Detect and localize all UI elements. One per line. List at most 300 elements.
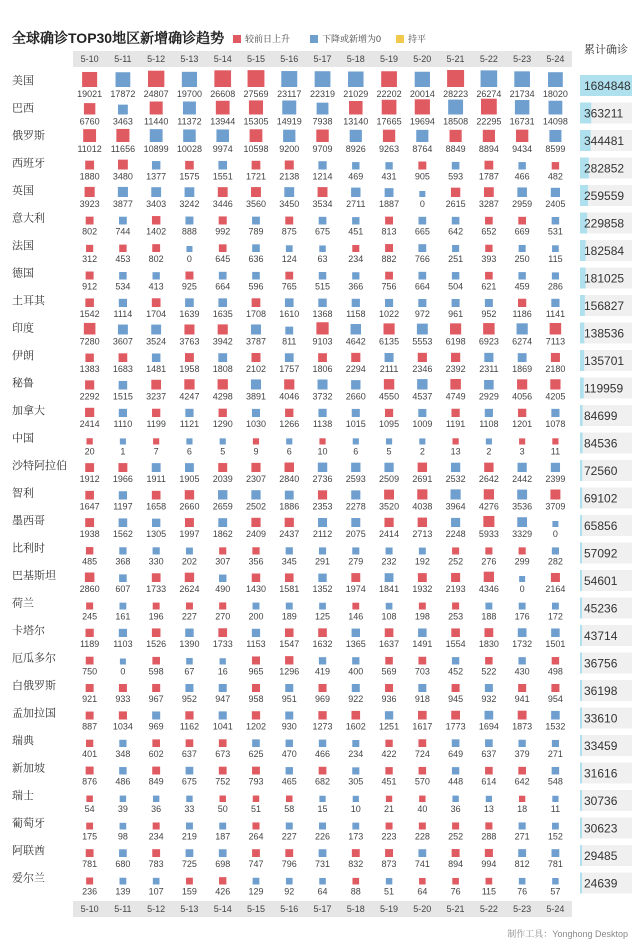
daily-square <box>319 603 326 610</box>
cumulative-value: 282852 <box>584 161 625 176</box>
daily-square <box>552 272 559 279</box>
daily-square <box>286 767 293 774</box>
daily-square <box>186 658 193 665</box>
daily-square <box>219 409 227 417</box>
daily-value-label: 752 <box>215 776 231 787</box>
daily-square <box>484 628 493 637</box>
daily-square <box>551 409 559 417</box>
daily-square <box>318 628 327 637</box>
daily-square <box>452 602 459 609</box>
daily-value-label: 1365 <box>345 639 366 649</box>
daily-value-label: 305 <box>348 776 364 787</box>
daily-square <box>351 573 360 582</box>
daily-square <box>286 878 293 885</box>
daily-square <box>118 160 128 170</box>
daily-value-label: 1841 <box>379 584 400 594</box>
daily-square <box>85 572 95 582</box>
date-label: 5-19 <box>380 904 399 914</box>
daily-value-label: 219 <box>181 831 197 842</box>
daily-value-label: 4346 <box>478 584 499 594</box>
daily-square <box>285 272 293 280</box>
daily-square <box>220 658 226 664</box>
daily-square <box>86 849 94 857</box>
daily-square <box>119 518 128 527</box>
cumulative-value: 57092 <box>584 546 618 561</box>
daily-value-label: 115 <box>548 254 563 264</box>
daily-square <box>552 162 559 169</box>
daily-value-label: 932 <box>481 694 497 704</box>
date-label: 5-23 <box>513 54 532 64</box>
daily-square <box>352 684 360 692</box>
daily-square <box>549 130 561 142</box>
daily-value-label: 2642 <box>478 474 499 484</box>
date-label: 5-11 <box>114 54 132 64</box>
daily-value-label: 569 <box>381 666 397 677</box>
daily-value-label: 1575 <box>179 171 200 182</box>
cumulative-bar <box>580 515 582 536</box>
daily-square <box>318 574 326 582</box>
daily-square <box>452 438 458 444</box>
daily-value-label: 849 <box>148 776 164 787</box>
date-label: 5-12 <box>147 904 166 914</box>
daily-square <box>252 849 260 857</box>
daily-value-label: 11 <box>550 804 561 814</box>
daily-square <box>119 353 128 362</box>
daily-value-label: 10598 <box>243 144 269 154</box>
daily-square <box>219 877 226 884</box>
cumulative-value: 30623 <box>584 821 618 836</box>
daily-square <box>518 767 526 775</box>
daily-square <box>218 187 228 197</box>
daily-square <box>185 217 193 225</box>
daily-value-label: 3242 <box>179 199 200 209</box>
daily-value-label: 27569 <box>243 89 269 99</box>
daily-square <box>485 272 493 280</box>
date-label: 5-24 <box>546 904 565 914</box>
daily-square <box>418 162 426 170</box>
cumulative-value: 33459 <box>584 739 618 753</box>
daily-value-label: 675 <box>315 226 331 237</box>
daily-value-label: 11012 <box>77 144 102 154</box>
daily-value-label: 3450 <box>279 199 300 209</box>
daily-square <box>550 323 562 335</box>
daily-square <box>551 463 560 472</box>
daily-value-label: 905 <box>414 171 430 182</box>
daily-value-label: 1526 <box>146 639 167 649</box>
daily-square <box>552 547 559 554</box>
daily-square <box>386 823 393 830</box>
daily-square <box>185 272 193 280</box>
daily-square <box>418 573 427 582</box>
daily-square <box>451 463 460 472</box>
daily-value-label: 188 <box>481 611 497 622</box>
daily-square <box>153 547 160 554</box>
daily-square <box>382 100 397 115</box>
region-label: 俄罗斯 <box>12 130 45 142</box>
cumulative-value: 84699 <box>584 409 618 423</box>
daily-value-label: 21029 <box>343 89 369 99</box>
daily-square <box>249 100 263 114</box>
region-label: 阿联酋 <box>12 845 45 857</box>
daily-value-label: 1030 <box>245 419 267 429</box>
daily-value-label: 741 <box>414 859 430 869</box>
daily-value-label: 802 <box>82 226 98 237</box>
daily-square <box>84 323 96 335</box>
daily-value-label: 1532 <box>545 721 566 732</box>
daily-value-label: 2660 <box>179 501 200 512</box>
daily-square <box>353 438 359 444</box>
daily-value-label: 18 <box>517 804 528 814</box>
daily-square <box>419 796 425 802</box>
daily-value-label: 1141 <box>545 309 566 319</box>
daily-value-label: 400 <box>348 666 364 677</box>
daily-square <box>385 740 392 747</box>
daily-value-label: 498 <box>547 666 563 677</box>
daily-square <box>214 70 231 87</box>
daily-square <box>283 130 295 142</box>
daily-square <box>351 518 360 527</box>
date-label: 5-23 <box>513 904 532 914</box>
region-label: 智利 <box>12 487 34 500</box>
daily-value-label: 1266 <box>279 419 300 429</box>
daily-square <box>184 324 194 334</box>
daily-value-label: 2414 <box>79 419 100 429</box>
daily-value-label: 596 <box>248 281 264 292</box>
daily-square <box>85 408 94 417</box>
daily-square <box>519 576 525 582</box>
daily-square <box>152 711 160 719</box>
daily-square <box>86 877 93 884</box>
region-label: 巴基斯坦 <box>12 570 56 582</box>
daily-square <box>86 629 94 637</box>
daily-value-label: 33 <box>184 804 195 814</box>
daily-value-label: 345 <box>281 556 297 567</box>
daily-square <box>385 217 393 225</box>
daily-value-label: 251 <box>448 254 464 264</box>
daily-value-label: 58 <box>284 804 295 814</box>
daily-value-label: 2180 <box>545 364 566 374</box>
daily-square <box>252 409 260 417</box>
daily-value-label: 1199 <box>146 419 166 429</box>
daily-value-label: 2409 <box>245 529 267 539</box>
cumulative-value: 43714 <box>584 629 618 643</box>
daily-square <box>120 659 126 665</box>
daily-square <box>418 518 427 527</box>
daily-square <box>352 217 359 224</box>
daily-square <box>484 463 493 472</box>
daily-value-label: 1103 <box>113 639 133 649</box>
daily-square <box>82 72 97 87</box>
daily-square <box>119 629 127 637</box>
daily-square <box>516 130 528 142</box>
cumulative-value: 119959 <box>584 381 624 396</box>
daily-value-label: 452 <box>448 666 464 677</box>
region-label: 荷兰 <box>12 597 34 610</box>
daily-value-label: 3237 <box>146 391 167 402</box>
date-label: 5-14 <box>213 54 232 64</box>
daily-square <box>352 162 359 169</box>
daily-value-label: 1610 <box>279 309 300 319</box>
daily-value-label: 252 <box>448 556 464 567</box>
daily-value-label: 2 <box>486 446 492 457</box>
daily-value-label: 2278 <box>345 501 366 512</box>
daily-value-label: 534 <box>115 281 131 292</box>
footer-credit: 制作工具：Yonghong Desktop <box>507 929 628 939</box>
daily-square <box>153 438 159 444</box>
daily-value-label: 3536 <box>512 501 533 512</box>
daily-value-label: 198 <box>414 611 430 622</box>
daily-value-label: 1869 <box>512 364 533 374</box>
daily-square <box>286 796 292 802</box>
daily-value-label: 401 <box>82 749 98 759</box>
region-label: 孟加拉国 <box>12 707 56 720</box>
daily-square <box>351 490 360 499</box>
daily-value-label: 51 <box>384 886 395 897</box>
daily-square <box>451 518 460 527</box>
daily-value-label: 2691 <box>412 474 433 484</box>
daily-square <box>119 409 127 417</box>
daily-value-label: 2102 <box>245 364 267 374</box>
daily-square <box>552 767 560 775</box>
cumulative-bar <box>580 405 583 426</box>
daily-value-label: 2860 <box>79 584 100 594</box>
region-label: 卡塔尔 <box>12 625 45 637</box>
daily-value-label: 1632 <box>312 639 333 649</box>
daily-square <box>518 162 525 169</box>
cumulative-value: 36198 <box>584 684 618 698</box>
daily-value-label: 330 <box>148 556 164 567</box>
daily-square <box>185 490 194 499</box>
date-label: 5-22 <box>479 904 498 914</box>
daily-square <box>519 603 526 610</box>
daily-square <box>252 574 260 582</box>
daily-value-label: 192 <box>414 556 430 567</box>
daily-square <box>319 684 327 692</box>
daily-value-label: 1273 <box>312 721 333 732</box>
legend-label-up: 较前日上升 <box>245 34 291 44</box>
daily-value-label: 796 <box>281 859 297 869</box>
daily-square <box>352 629 360 637</box>
daily-value-label: 26274 <box>476 89 502 99</box>
daily-value-label: 19700 <box>176 89 202 99</box>
daily-value-label: 642 <box>448 226 464 237</box>
daily-square <box>483 516 494 527</box>
daily-value-label: 1078 <box>545 419 566 429</box>
daily-square <box>451 409 459 417</box>
daily-value-label: 5 <box>220 446 226 457</box>
daily-square <box>185 298 194 307</box>
daily-square <box>418 849 426 857</box>
daily-square <box>518 711 527 720</box>
region-label: 加拿大 <box>12 405 45 417</box>
daily-square <box>219 244 227 252</box>
daily-value-label: 6760 <box>79 116 100 127</box>
daily-square <box>549 101 563 115</box>
daily-square <box>85 298 94 307</box>
daily-value-label: 9263 <box>379 144 400 154</box>
daily-square <box>286 603 293 610</box>
daily-square <box>286 245 293 252</box>
daily-value-label: 703 <box>414 666 430 677</box>
daily-square <box>348 72 363 87</box>
daily-value-label: 2437 <box>279 529 300 539</box>
daily-square <box>219 602 226 609</box>
daily-square <box>551 573 560 582</box>
daily-square <box>385 299 393 307</box>
daily-value-label: 876 <box>82 776 98 787</box>
daily-value-label: 4056 <box>512 391 533 402</box>
daily-value-label: 1602 <box>345 721 366 732</box>
daily-value-label: 602 <box>148 749 164 759</box>
daily-value-label: 0 <box>552 529 558 539</box>
daily-square <box>119 381 128 390</box>
daily-value-label: 1708 <box>245 309 267 319</box>
daily-square <box>285 573 294 582</box>
daily-value-label: 288 <box>481 831 497 842</box>
daily-square <box>285 628 294 637</box>
daily-square <box>485 603 492 610</box>
daily-value-label: 3 <box>519 446 525 457</box>
daily-value-label: 636 <box>248 254 264 264</box>
cumulative-value: 138536 <box>584 326 625 341</box>
cumulative-bar <box>580 763 582 784</box>
daily-square <box>485 739 493 747</box>
daily-square <box>550 490 560 500</box>
region-label: 西班牙 <box>12 157 45 170</box>
date-label: 5-20 <box>413 54 432 64</box>
daily-square <box>152 463 161 472</box>
daily-value-label: 3446 <box>212 199 233 209</box>
daily-square <box>85 161 94 170</box>
daily-value-label: 1186 <box>512 309 532 319</box>
date-label: 5-13 <box>180 54 199 64</box>
daily-square <box>185 409 193 417</box>
daily-square <box>85 463 94 472</box>
daily-value-label: 954 <box>547 694 563 704</box>
daily-value-label: 1873 <box>512 721 533 732</box>
daily-square <box>452 245 459 252</box>
daily-square <box>119 740 126 747</box>
daily-value-label: 22295 <box>476 116 502 127</box>
daily-value-label: 228 <box>414 831 430 842</box>
daily-value-label: 10028 <box>176 144 202 154</box>
daily-value-label: 2248 <box>445 529 466 539</box>
daily-value-label: 23117 <box>277 89 302 99</box>
daily-square <box>86 767 94 775</box>
daily-square <box>318 379 328 389</box>
daily-square <box>219 739 227 747</box>
daily-square <box>418 657 426 665</box>
daily-value-label: 13 <box>483 804 494 814</box>
daily-value-label: 9434 <box>512 144 533 154</box>
daily-value-label: 1886 <box>279 501 300 512</box>
cumulative-value: 36756 <box>584 656 618 671</box>
daily-value-label: 189 <box>281 611 297 622</box>
daily-value-label: 4537 <box>412 391 433 402</box>
daily-square <box>452 547 459 554</box>
daily-value-label: 2292 <box>79 391 100 402</box>
daily-value-label: 21734 <box>509 89 535 99</box>
daily-value-label: 2624 <box>179 584 200 594</box>
daily-square <box>83 129 96 142</box>
daily-square <box>385 573 394 582</box>
daily-value-label: 419 <box>315 666 331 677</box>
daily-value-label: 3287 <box>478 199 499 209</box>
daily-value-label: 598 <box>148 666 164 677</box>
daily-square <box>152 657 160 665</box>
daily-value-label: 129 <box>248 886 264 897</box>
daily-square <box>450 379 461 390</box>
daily-value-label: 642 <box>514 776 530 787</box>
daily-value-label: 202 <box>181 556 197 567</box>
cumulative-value: 229858 <box>584 216 625 231</box>
daily-value-label: 1108 <box>479 419 499 429</box>
cumulative-bar <box>580 680 582 701</box>
daily-value-label: 6 <box>286 446 292 457</box>
daily-value-label: 98 <box>117 831 128 842</box>
daily-square <box>518 628 527 637</box>
region-label: 英国 <box>12 185 34 197</box>
cumulative-value: 65856 <box>584 519 618 533</box>
daily-square <box>318 490 327 499</box>
daily-square <box>218 463 227 472</box>
daily-value-label: 1912 <box>79 474 100 484</box>
daily-value-label: 453 <box>115 254 131 264</box>
daily-square <box>484 380 494 390</box>
cumulative-value: 30736 <box>584 794 618 808</box>
daily-square <box>386 438 392 444</box>
daily-square <box>318 711 326 719</box>
daily-square <box>316 322 328 334</box>
daily-square <box>518 657 525 664</box>
daily-square <box>352 878 359 885</box>
daily-value-label: 234 <box>148 831 164 842</box>
daily-value-label: 783 <box>148 859 164 869</box>
daily-square <box>186 438 192 444</box>
daily-value-label: 146 <box>348 611 364 622</box>
daily-value-label: 3923 <box>79 199 100 209</box>
date-label: 5-11 <box>114 904 132 914</box>
daily-square <box>485 657 492 664</box>
daily-value-label: 152 <box>547 831 563 842</box>
daily-value-label: 40 <box>417 804 428 814</box>
daily-square <box>351 463 360 472</box>
daily-square <box>185 684 193 692</box>
daily-square <box>119 217 127 225</box>
daily-square <box>150 101 163 114</box>
daily-square <box>518 849 526 857</box>
daily-square <box>517 323 528 334</box>
daily-value-label: 172 <box>547 611 563 622</box>
daily-value-label: 271 <box>547 749 563 759</box>
daily-value-label: 2840 <box>279 474 300 484</box>
daily-square <box>418 684 426 692</box>
daily-value-label: 1704 <box>146 309 167 319</box>
daily-value-label: 548 <box>547 776 563 787</box>
daily-value-label: 1562 <box>112 529 133 539</box>
daily-value-label: 54 <box>84 804 95 814</box>
daily-square <box>86 740 93 747</box>
daily-square <box>182 72 197 87</box>
date-label: 5-16 <box>280 54 299 64</box>
daily-value-label: 5 <box>386 446 392 457</box>
daily-value-label: 250 <box>514 254 530 264</box>
daily-value-label: 16 <box>217 666 228 677</box>
daily-value-label: 11440 <box>143 116 169 127</box>
cumulative-value: 69102 <box>584 491 618 506</box>
daily-value-label: 972 <box>414 309 430 319</box>
daily-value-label: 486 <box>115 776 131 787</box>
